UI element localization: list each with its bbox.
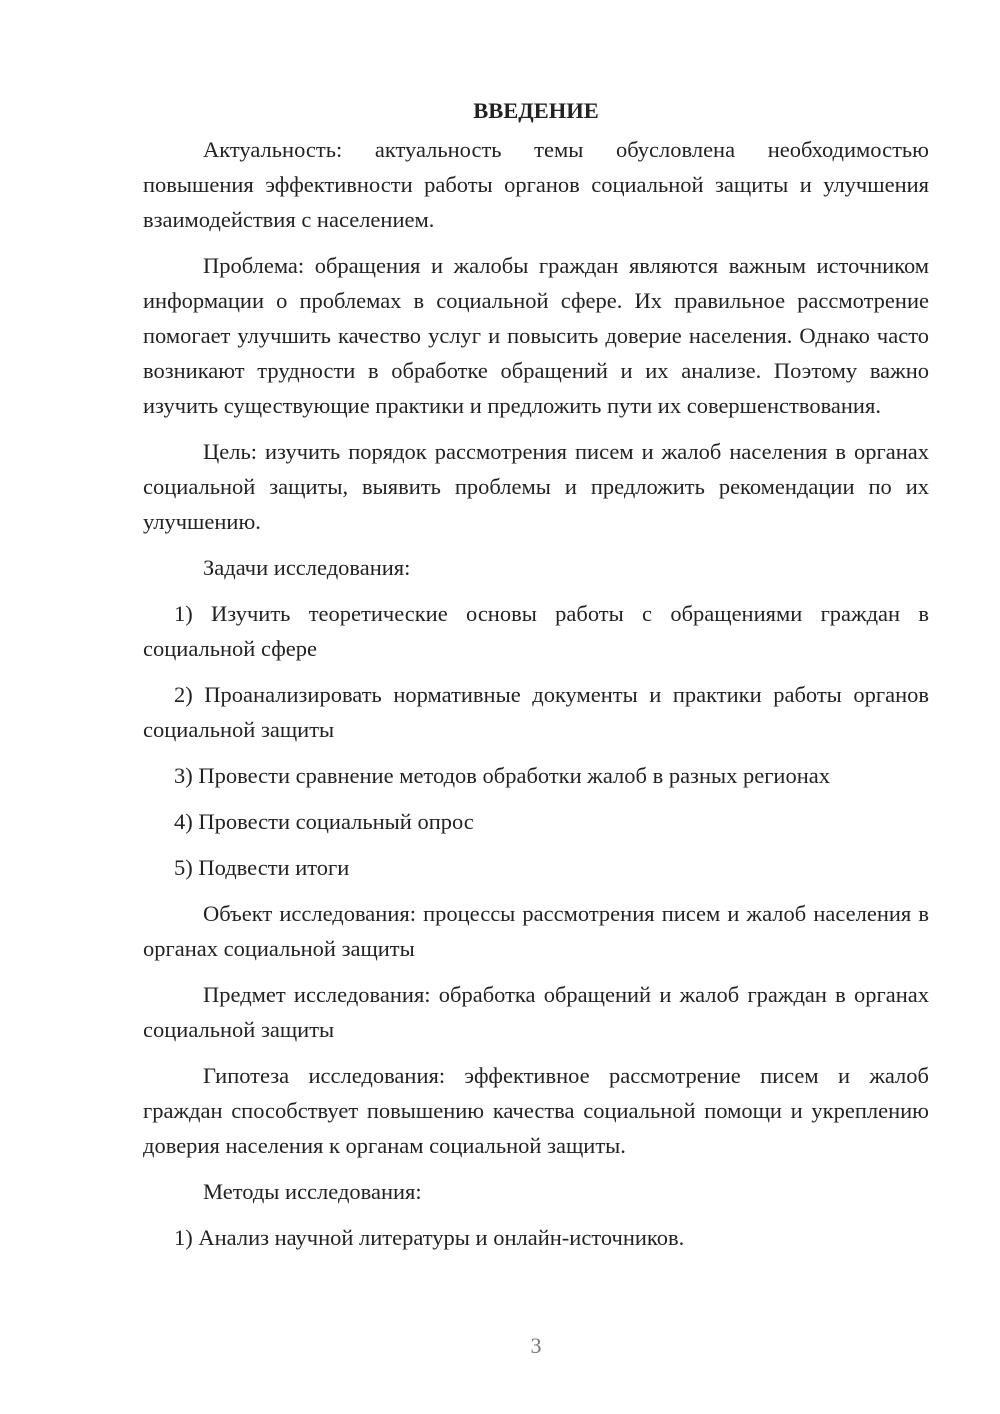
hypothesis-paragraph: Гипотеза исследования: эффективное рассмотрение писем и жалоб граждан способствует повышению качества социальной помощи и укреплению доверия населения к органам социальной защиты.: [143, 1063, 929, 1158]
task-item: 4) Провести социальный опрос: [174, 809, 474, 834]
document-page: [143, 96, 929, 1266]
page-number: 3: [530, 1333, 542, 1358]
method-item: 1) Анализ научной литературы и онлайн-источников.: [174, 1225, 685, 1250]
problem-paragraph: Проблема: обращения и жалобы граждан являются важным источником информации о проблемах в социальной сфере. Их правильное рассмотрение помогает улучшить качество услуг и повысить доверие населения. Однако часто возникают трудности в обработке обращений и их анализе. Поэтому важно изучить существующие практики и предложить пути их совершенствования.: [143, 253, 929, 418]
task-item: 5) Подвести итоги: [174, 855, 350, 880]
object-paragraph: Объект исследования: процессы рассмотрения писем и жалоб населения в органах социальной защиты: [143, 901, 929, 961]
task-item: 2) Проанализировать нормативные документы и практики работы органов социальной защиты: [143, 682, 929, 742]
subject-paragraph: Предмет исследования: обработка обращений и жалоб граждан в органах социальной защиты: [143, 982, 929, 1042]
goal-paragraph: Цель: изучить порядок рассмотрения писем и жалоб населения в органах социальной защиты, выявить проблемы и предложить рекомендации по их улучшению.: [143, 439, 929, 534]
page-title: ВВЕДЕНИЕ: [473, 98, 599, 123]
methods-heading: Методы исследования:: [203, 1179, 422, 1204]
tasks-heading: Задачи исследования:: [203, 555, 411, 580]
relevance-paragraph: Актуальность: актуальность темы обусловлена необходимостью повышения эффективности работы органов социальной защиты и улучшения взаимодействия с населением.: [143, 137, 929, 232]
task-item: 3) Провести сравнение методов обработки жалоб в разных регионах: [174, 763, 831, 788]
task-item: 1) Изучить теоретические основы работы с обращениями граждан в социальной сфере: [143, 601, 929, 661]
